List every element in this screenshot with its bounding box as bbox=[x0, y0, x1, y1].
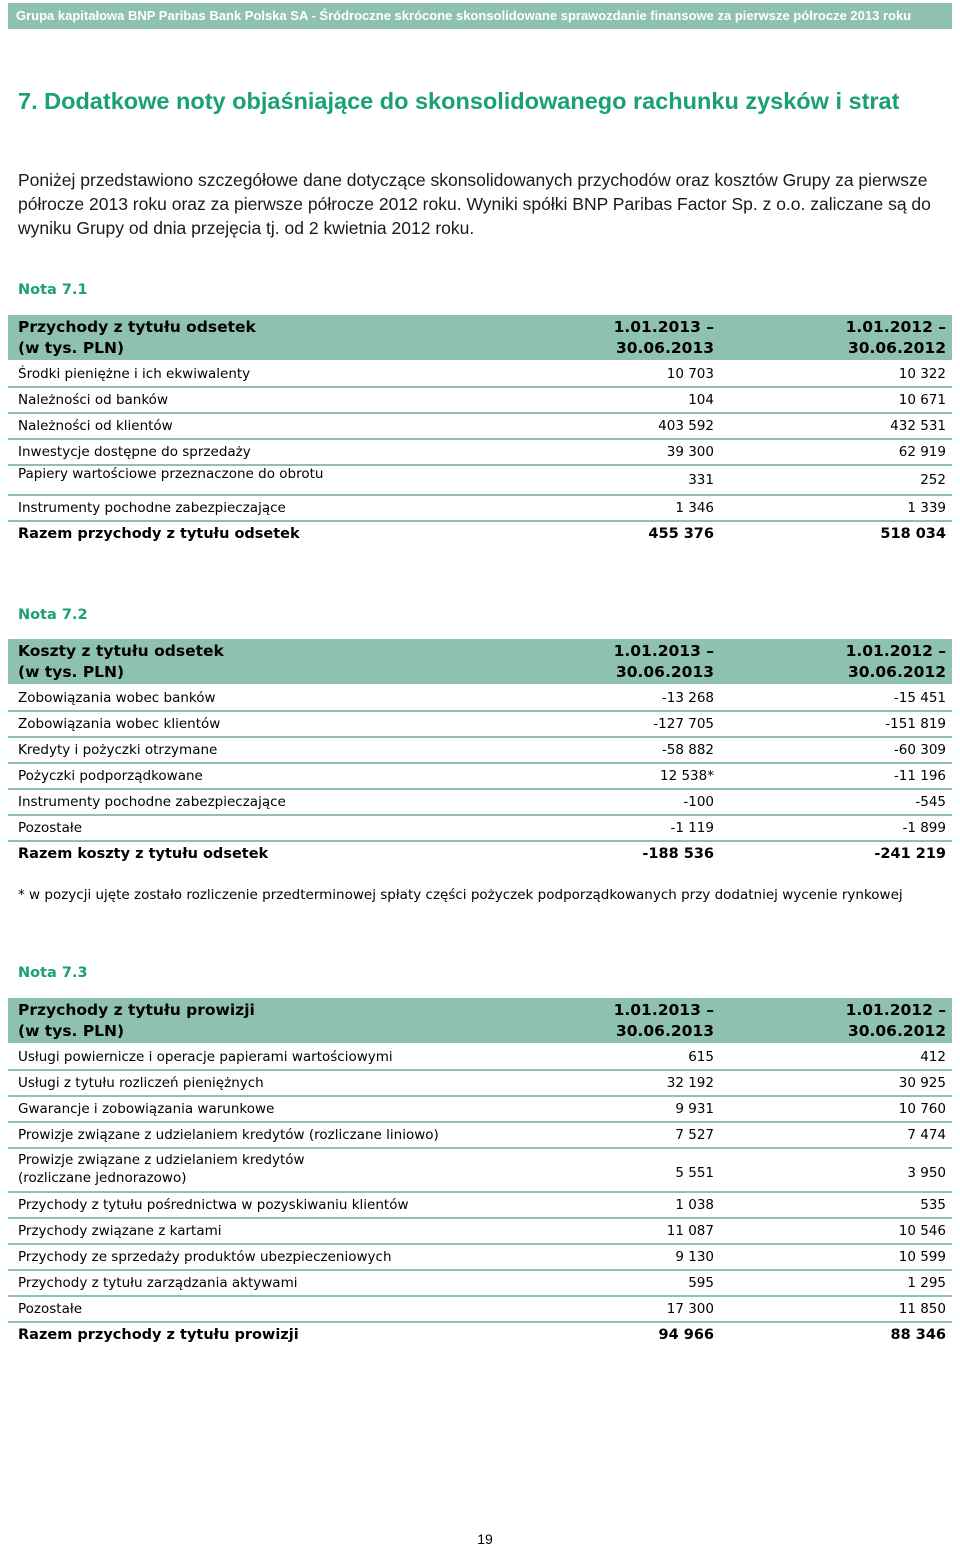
total-label: Razem przychody z tytułu odsetek bbox=[18, 526, 300, 542]
value-2012: 10 546 bbox=[898, 1223, 946, 1239]
row-label-line1: Prowizje związane z udzielaniem kredytów bbox=[18, 1152, 305, 1168]
value-2012: 252 bbox=[920, 472, 946, 488]
row-label: Gwarancje i zobowiązania warunkowe bbox=[18, 1101, 275, 1117]
value-2012: 7 474 bbox=[907, 1127, 946, 1143]
footnote: * w pozycji ujęte zostało rozliczenie przedterminowej spłaty części pożyczek podporządkowanych przy dodatniej wycenie rynkowej bbox=[18, 887, 903, 903]
value-2013: 104 bbox=[688, 392, 714, 408]
period-start: 1.01.2012 – bbox=[845, 318, 946, 336]
total-row bbox=[8, 842, 952, 868]
value-2013: 9 130 bbox=[675, 1249, 714, 1265]
value-2012: 3 950 bbox=[907, 1165, 946, 1181]
row-label: Przychody z tytułu pośrednictwa w pozyskiwaniu klientów bbox=[18, 1197, 409, 1213]
period-2012-header bbox=[788, 641, 946, 683]
value-2012: 10 322 bbox=[898, 366, 946, 382]
table-row bbox=[8, 1219, 952, 1245]
value-2012: -545 bbox=[915, 794, 946, 810]
row-label: Pozostałe bbox=[18, 1301, 83, 1317]
table-row bbox=[8, 1245, 952, 1271]
row-label: Instrumenty pochodne zabezpieczające bbox=[18, 500, 286, 516]
total-label: Razem koszty z tytułu odsetek bbox=[18, 846, 269, 862]
intro-paragraph: Poniżej przedstawiono szczegółowe dane dotyczące skonsolidowanych przychodów oraz kosztów Grupy za pierwsze półrocze 2013 roku oraz za pierwsze półrocze 2012 roku. Wyniki spółki BNP Paribas Factor Sp. z o.o. zaliczane są do wyniku Grupy od dnia przejęcia tj. od 2 kwietnia 2012 roku. bbox=[18, 170, 931, 238]
value-2012: 10 671 bbox=[898, 392, 946, 408]
value-2012: 535 bbox=[920, 1197, 946, 1213]
total-label: Razem przychody z tytułu prowizji bbox=[18, 1327, 299, 1343]
table-row bbox=[8, 1071, 952, 1097]
period-2013-header bbox=[568, 317, 714, 359]
value-2013: 615 bbox=[688, 1049, 714, 1065]
row-label: Usługi powiernicze i operacje papierami wartościowymi bbox=[18, 1049, 393, 1065]
period-end: 30.06.2013 bbox=[615, 1022, 714, 1040]
table-row bbox=[8, 686, 952, 712]
nota-7-2-label: Nota 7.2 bbox=[18, 607, 88, 623]
value-2012: 10 599 bbox=[898, 1249, 946, 1265]
value-2012: -1 899 bbox=[902, 820, 946, 836]
value-2013: 10 703 bbox=[666, 366, 714, 382]
table-title bbox=[18, 641, 378, 683]
value-2012: -151 819 bbox=[885, 716, 946, 732]
total-2012: -241 219 bbox=[874, 846, 946, 862]
table-row bbox=[8, 1123, 952, 1149]
row-label: Prowizje związane z udzielaniem kredytów (rozliczane liniowo) bbox=[18, 1127, 439, 1143]
period-2013-header bbox=[568, 641, 714, 683]
value-2013: 17 300 bbox=[666, 1301, 714, 1317]
value-2012: 1 295 bbox=[907, 1275, 946, 1291]
period-start: 1.01.2012 – bbox=[845, 642, 946, 660]
table-title-unit: (w tys. PLN) bbox=[18, 663, 125, 681]
table-row bbox=[8, 764, 952, 790]
row-label: Należności od klientów bbox=[18, 418, 173, 434]
value-2013: -100 bbox=[683, 794, 714, 810]
row-label: Instrumenty pochodne zabezpieczające bbox=[18, 794, 286, 810]
value-2013: 7 527 bbox=[675, 1127, 714, 1143]
value-2013: 1 038 bbox=[675, 1197, 714, 1213]
interest-income-table bbox=[8, 315, 952, 548]
page-number: 19 bbox=[477, 1531, 493, 1547]
total-2013: 455 376 bbox=[648, 526, 714, 542]
value-2012: 1 339 bbox=[907, 500, 946, 516]
table-header bbox=[8, 639, 952, 686]
row-label: Przychody związane z kartami bbox=[18, 1223, 222, 1239]
period-start: 1.01.2012 – bbox=[845, 1001, 946, 1019]
table-row bbox=[8, 1097, 952, 1123]
row-label bbox=[18, 1151, 538, 1187]
row-label: Zobowiązania wobec klientów bbox=[18, 716, 221, 732]
period-end: 30.06.2013 bbox=[615, 663, 714, 681]
period-end: 30.06.2012 bbox=[847, 663, 946, 681]
value-2012: 432 531 bbox=[890, 418, 946, 434]
total-2012: 518 034 bbox=[880, 526, 946, 542]
period-end: 30.06.2012 bbox=[847, 339, 946, 357]
value-2013: 39 300 bbox=[666, 444, 714, 460]
value-2012: 62 919 bbox=[898, 444, 946, 460]
value-2012: -60 309 bbox=[893, 742, 946, 758]
table-row bbox=[8, 414, 952, 440]
interest-expense-table bbox=[8, 639, 952, 868]
row-label: Pozostałe bbox=[18, 820, 83, 836]
total-row bbox=[8, 522, 952, 548]
row-label: Zobowiązania wobec banków bbox=[18, 690, 216, 706]
value-2013: -127 705 bbox=[653, 716, 714, 732]
value-2013: 32 192 bbox=[666, 1075, 714, 1091]
total-row bbox=[8, 1323, 952, 1349]
table-row bbox=[8, 1149, 952, 1193]
nota-7-1-label: Nota 7.1 bbox=[18, 282, 88, 298]
table-header bbox=[8, 315, 952, 362]
value-2013: 11 087 bbox=[666, 1223, 714, 1239]
value-2012: -11 196 bbox=[893, 768, 946, 784]
value-2013: -58 882 bbox=[661, 742, 714, 758]
row-label: Pożyczki podporządkowane bbox=[18, 768, 203, 784]
table-row bbox=[8, 362, 952, 388]
table-row bbox=[8, 1045, 952, 1071]
table-title-line1: Koszty z tytułu odsetek bbox=[18, 642, 224, 660]
value-2013: -13 268 bbox=[661, 690, 714, 706]
value-2012: 412 bbox=[920, 1049, 946, 1065]
row-label: Środki pieniężne i ich ekwiwalenty bbox=[18, 366, 251, 382]
table-row bbox=[8, 466, 952, 496]
period-end: 30.06.2013 bbox=[615, 339, 714, 357]
value-2013: 5 551 bbox=[675, 1165, 714, 1181]
value-2013: 403 592 bbox=[658, 418, 714, 434]
total-2013: 94 966 bbox=[658, 1327, 714, 1343]
table-row bbox=[8, 1271, 952, 1297]
value-2013: 595 bbox=[688, 1275, 714, 1291]
total-2013: -188 536 bbox=[642, 846, 714, 862]
value-2012: 11 850 bbox=[898, 1301, 946, 1317]
table-row bbox=[8, 738, 952, 764]
nota-7-3-label: Nota 7.3 bbox=[18, 965, 88, 981]
period-end: 30.06.2012 bbox=[847, 1022, 946, 1040]
row-label: Inwestycje dostępne do sprzedaży bbox=[18, 444, 251, 460]
table-title bbox=[18, 317, 378, 359]
value-2013: 12 538* bbox=[660, 768, 714, 784]
row-label: Kredyty i pożyczki otrzymane bbox=[18, 742, 218, 758]
row-label-line2: (rozliczane jednorazowo) bbox=[18, 1170, 187, 1186]
period-2013-header bbox=[568, 1000, 714, 1042]
document-header: Grupa kapitałowa BNP Paribas Bank Polska SA - Śródroczne skrócone skonsolidowane sprawozdanie finansowe za pierwsze półrocze 2013 roku bbox=[8, 3, 952, 29]
table-row bbox=[8, 388, 952, 414]
period-2012-header bbox=[788, 317, 946, 359]
value-2013: 1 346 bbox=[675, 500, 714, 516]
table-row bbox=[8, 496, 952, 522]
row-label: Usługi z tytułu rozliczeń pieniężnych bbox=[18, 1075, 264, 1091]
row-label: Przychody z tytułu zarządzania aktywami bbox=[18, 1275, 298, 1291]
table-row bbox=[8, 712, 952, 738]
table-title-line1: Przychody z tytułu prowizji bbox=[18, 1001, 255, 1019]
table-row bbox=[8, 790, 952, 816]
row-label: Przychody ze sprzedaży produktów ubezpieczeniowych bbox=[18, 1249, 392, 1265]
table-title bbox=[18, 1000, 378, 1042]
value-2013: -1 119 bbox=[670, 820, 714, 836]
table-row bbox=[8, 1297, 952, 1323]
table-title-unit: (w tys. PLN) bbox=[18, 1022, 125, 1040]
period-start: 1.01.2013 – bbox=[613, 318, 714, 336]
row-label: Należności od banków bbox=[18, 392, 168, 408]
period-start: 1.01.2013 – bbox=[613, 1001, 714, 1019]
table-header bbox=[8, 998, 952, 1045]
value-2013: 331 bbox=[688, 472, 714, 488]
value-2013: 9 931 bbox=[675, 1101, 714, 1117]
value-2012: 30 925 bbox=[898, 1075, 946, 1091]
section-title: 7. Dodatkowe noty objaśniające do skonsolidowanego rachunku zysków i strat bbox=[18, 88, 900, 114]
period-2012-header bbox=[788, 1000, 946, 1042]
table-title-unit: (w tys. PLN) bbox=[18, 339, 125, 357]
value-2012: 10 760 bbox=[898, 1101, 946, 1117]
row-label: Papiery wartościowe przeznaczone do obrotu bbox=[18, 466, 324, 482]
table-title-line1: Przychody z tytułu odsetek bbox=[18, 318, 256, 336]
value-2012: -15 451 bbox=[893, 690, 946, 706]
fee-income-table bbox=[8, 998, 952, 1349]
total-2012: 88 346 bbox=[890, 1327, 946, 1343]
period-start: 1.01.2013 – bbox=[613, 642, 714, 660]
table-row bbox=[8, 1193, 952, 1219]
table-row bbox=[8, 816, 952, 842]
